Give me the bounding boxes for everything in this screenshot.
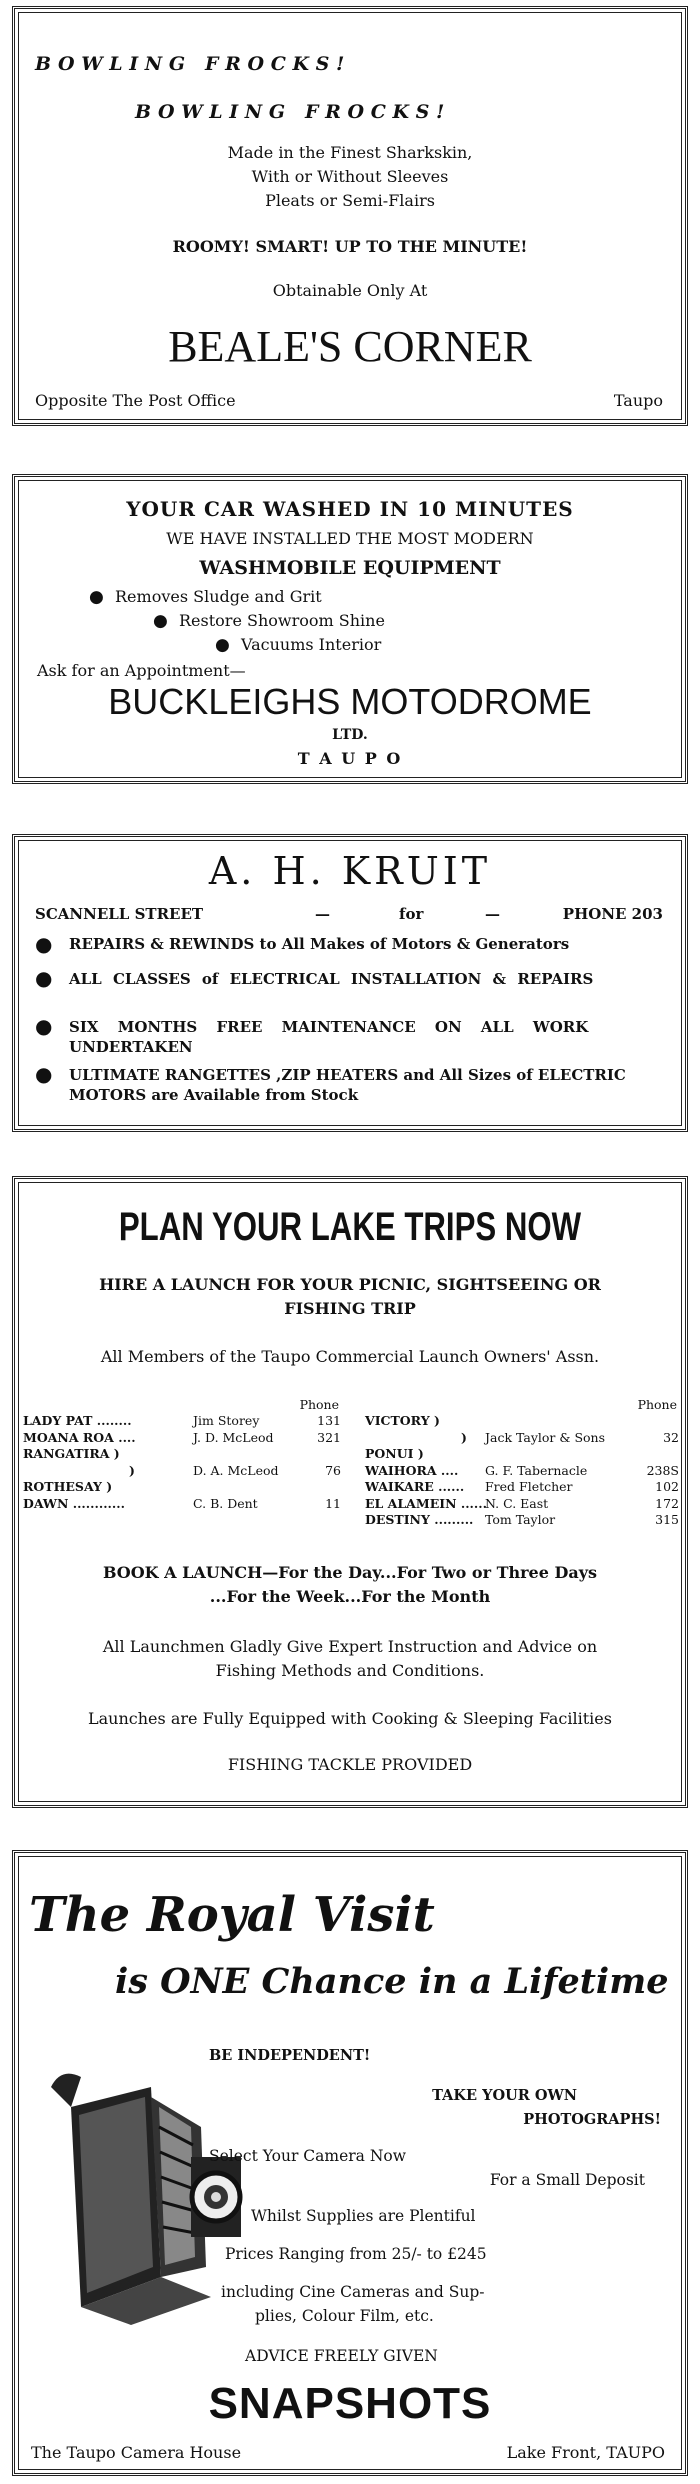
garage-name: BUCKLEIGHS MOTODROME xyxy=(108,681,592,722)
ask-line: Ask for an Appointment— xyxy=(37,661,246,680)
bullet-2: ● Restore Showroom Shine xyxy=(153,611,685,631)
launch-launch: WAIHORA .... xyxy=(365,1462,459,1478)
launch-owner: Jack Taylor & Sons xyxy=(485,1429,606,1445)
ad-snapshots xyxy=(12,1850,688,2476)
launch-owner: Jim Storey xyxy=(193,1413,260,1428)
launch-phone: 315 xyxy=(655,1512,679,1527)
folding-camera-icon xyxy=(41,2067,251,2327)
be-independent: BE INDEPENDENT! xyxy=(209,2047,371,2064)
footer-left: Opposite The Post Office xyxy=(35,391,236,410)
dash-2: — xyxy=(485,905,500,923)
desc-line-3: Pleats or Semi-Flairs xyxy=(265,191,435,210)
slogan: ROOMY! SMART! UP TO THE MINUTE! xyxy=(172,237,528,256)
advice-line: ADVICE FREELY GIVEN xyxy=(245,2347,438,2365)
service-text: SIX MONTHS FREE MAINTENANCE ON ALL WORK UNDERTAKEN xyxy=(69,1018,589,1056)
service-text: ULTIMATE RANGETTES ,ZIP HEATERS and All Sizes of ELECTRIC MOTORS are Available from Stock xyxy=(69,1066,626,1104)
launch-launch: LADY PAT ........ xyxy=(23,1413,132,1428)
select-2: For a Small Deposit xyxy=(489,2171,645,2189)
business-name: A. H. KRUIT xyxy=(208,849,492,893)
dash-1: — xyxy=(315,905,330,923)
launch-owner: G. F. Tabernacle xyxy=(485,1462,588,1478)
advice-line-1: All Launchmen Gladly Give Expert Instruction and Advice on xyxy=(102,1637,598,1656)
launch-owner: Tom Taylor xyxy=(485,1512,556,1527)
bullet-1: ● Removes Sludge and Grit xyxy=(89,587,685,607)
bullet-icon: ● xyxy=(35,932,53,956)
launch-launch: PONUI ) xyxy=(365,1446,424,1461)
phone-header: Phone xyxy=(637,1397,677,1412)
title-royal-visit: The Royal Visit xyxy=(29,1887,435,1943)
service-text: REPAIRS & REWINDS to All Makes of Motors & Generators xyxy=(69,935,570,953)
footer-left: The Taupo Camera House xyxy=(31,2443,242,2462)
select-1: Select Your Camera Now xyxy=(209,2147,407,2165)
take-own-2: PHOTOGRAPHS! xyxy=(523,2111,661,2128)
tackle-line: FISHING TACKLE PROVIDED xyxy=(227,1755,473,1774)
launch-owner: Fred Fletcher xyxy=(485,1479,573,1494)
launch-phone: 238S xyxy=(646,1462,679,1478)
launch-launch: WAIKARE ...... xyxy=(365,1479,465,1494)
shop-name: BEALE'S CORNER xyxy=(168,322,532,371)
book-line-1: BOOK A LAUNCH—For the Day...For Two or Three Days xyxy=(102,1563,598,1582)
for-label: for xyxy=(399,905,424,923)
launch-phone: 102 xyxy=(655,1479,679,1494)
members-line: All Members of the Taupo Commercial Launch Owners' Assn. xyxy=(100,1347,600,1366)
service-1 xyxy=(35,932,663,956)
title: PLAN YOUR LAKE TRIPS NOW xyxy=(118,1205,582,1249)
launch-launch: VICTORY ) xyxy=(365,1413,440,1428)
launch-phone: 76 xyxy=(325,1462,341,1478)
installed-line: WE HAVE INSTALLED THE MOST MODERN xyxy=(166,529,534,548)
launch-owner: N. C. East xyxy=(485,1495,549,1511)
ad-buckleighs xyxy=(12,474,688,784)
headline-1: BOWLING FROCKS! xyxy=(35,53,352,75)
launch-launch: MOANA ROA .... xyxy=(23,1429,136,1445)
bullet-icon: ● xyxy=(35,1062,53,1086)
launch-owner: J. D. McLeod xyxy=(193,1429,274,1445)
title-chance: is ONE Chance in a Lifetime xyxy=(115,1961,669,2002)
phone-header: Phone xyxy=(299,1397,339,1412)
launch-owner: C. B. Dent xyxy=(193,1495,258,1511)
ltd: LTD. xyxy=(332,727,368,743)
town: T A U P O xyxy=(297,749,403,768)
including-1: including Cine Cameras and Sup- xyxy=(221,2283,485,2301)
launch-owner: D. A. McLeod xyxy=(193,1462,279,1478)
equipment-line: WASHMOBILE EQUIPMENT xyxy=(199,557,501,579)
equipped-line: Launches are Fully Equipped with Cooking & Sleeping Facilities xyxy=(88,1709,612,1728)
launch-launch: ) xyxy=(461,1429,467,1445)
launch-launch: DESTINY ......... xyxy=(365,1512,474,1527)
subtitle-2: FISHING TRIP xyxy=(284,1299,416,1318)
ad-kruit xyxy=(12,834,688,1132)
launch-phone: 321 xyxy=(317,1429,341,1445)
bullet-3: ● Vacuums Interior xyxy=(215,635,685,655)
launch-table-left xyxy=(23,1397,353,1517)
desc-line-2: With or Without Sleeves xyxy=(251,167,449,186)
shop-name: SNAPSHOTS xyxy=(208,2379,492,2428)
service-4 xyxy=(35,1062,663,1105)
launch-launch: ROTHESAY ) xyxy=(23,1479,113,1494)
ad-lake-trips xyxy=(12,1176,688,1808)
desc-line-1: Made in the Finest Sharkskin, xyxy=(227,143,473,162)
launch-phone: 172 xyxy=(655,1495,679,1511)
including-2: plies, Colour Film, etc. xyxy=(255,2307,434,2325)
footer-right: Lake Front, TAUPO xyxy=(506,2443,665,2462)
launch-launch: ) xyxy=(129,1462,135,1478)
ad-beales-corner xyxy=(12,6,688,426)
headline: YOUR CAR WASHED IN 10 MINUTES xyxy=(126,497,574,521)
launch-launch: RANGATIRA ) xyxy=(23,1446,120,1461)
service-2 xyxy=(35,966,663,990)
prices-line: Prices Ranging from 25/- to £245 xyxy=(225,2245,487,2263)
street: SCANNELL STREET xyxy=(35,905,204,923)
book-line-2: ...For the Week...For the Month xyxy=(209,1587,491,1606)
advice-line-2: Fishing Methods and Conditions. xyxy=(215,1661,485,1680)
launch-launch: DAWN ............ xyxy=(23,1495,125,1511)
service-text: ALL CLASSES of ELECTRICAL INSTALLATION & REPAIRS xyxy=(69,970,594,988)
launch-phone: 11 xyxy=(325,1495,341,1511)
headline-2: BOWLING FROCKS! xyxy=(135,101,452,123)
take-own-1: TAKE YOUR OWN xyxy=(432,2087,577,2104)
footer-right: Taupo xyxy=(613,391,663,410)
whilst-line: Whilst Supplies are Plentiful xyxy=(251,2207,476,2225)
subtitle-1: HIRE A LAUNCH FOR YOUR PICNIC, SIGHTSEEING OR xyxy=(99,1275,601,1294)
bullet-icon: ● xyxy=(35,1014,53,1038)
launch-launch: EL ALAMEIN ...... xyxy=(365,1495,487,1511)
launch-phone: 131 xyxy=(317,1413,341,1428)
bullet-icon: ● xyxy=(35,966,53,990)
launch-table-right xyxy=(365,1397,681,1527)
launch-phone: 32 xyxy=(663,1429,679,1445)
phone: PHONE 203 xyxy=(562,905,663,923)
service-3 xyxy=(35,1014,663,1057)
obtainable: Obtainable Only At xyxy=(272,281,428,300)
